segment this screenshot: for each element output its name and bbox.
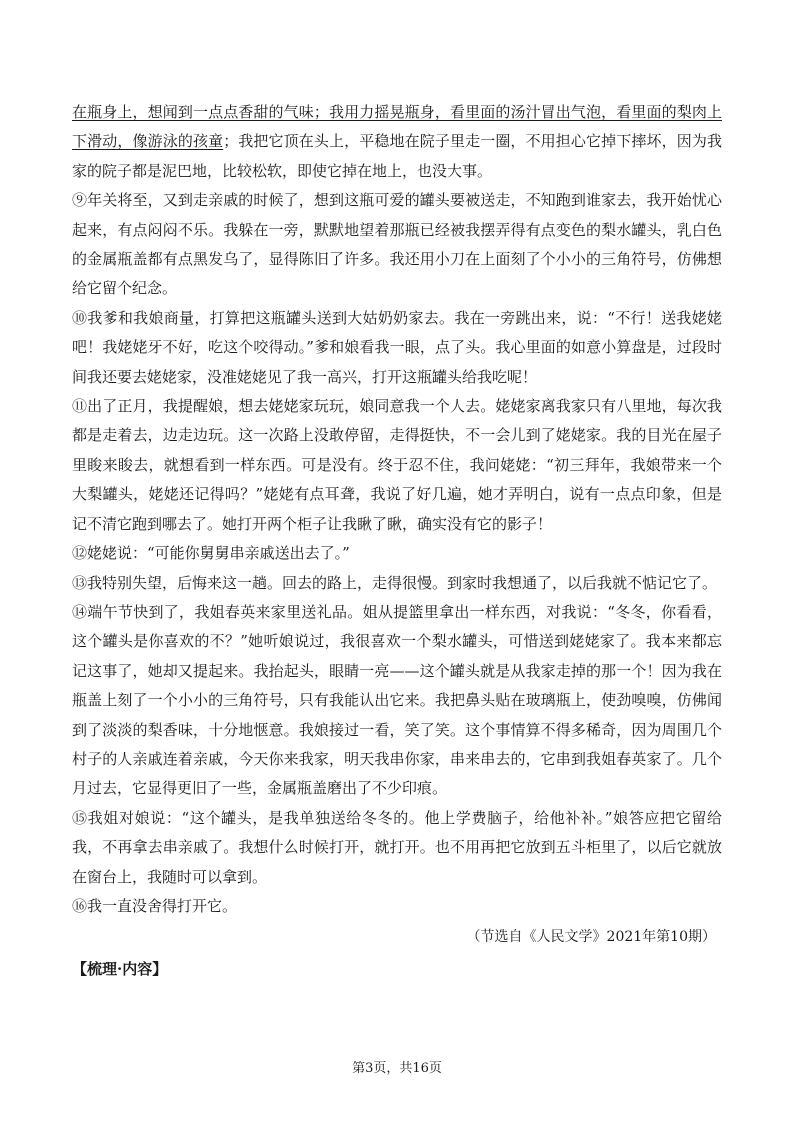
underlined-passage: 在瓶身上，想闻到一点点香甜的气味；我用力摇晃瓶身，看里面的汤汁冒出气泡，看里面的梨肉上下滑动，像游泳的孩童 xyxy=(72,103,722,151)
paragraph-11: ⑪出了正月，我提醒娘，想去姥姥家玩玩，娘同意我一个人去。姥姥家离我家只有八里地，每次我都是走着去，边走边玩。这一次路上没敢停留，走得挺快，不一会儿到了姥姥家。我的目光在屋子里睃来睃去，就想看到一样东西。可是没有。终于忍不住，我问姥姥：“初三拜年，我娘带来一个大梨罐头，姥姥还记得吗？”姥姥有点耳聋，我说了好几遍，她才弄明白，说有一点点印象，但是记不清它跑到哪去了。她打开两个柜子让我瞅了瞅，确实没有它的影子！ xyxy=(72,397,722,533)
paragraph-10: ⑩我爹和我娘商量，打算把这瓶罐头送到大姑奶奶家去。我在一旁跳出来，说：“不行！送我姥姥吧！我姥姥牙不好，吃这个咬得动。”爹和娘看我一眼，点了头。我心里面的如意小算盘是，过段时间我还要去姥姥家，没准姥姥见了我一高兴，打开这瓶罐头给我吃呢！ xyxy=(72,308,722,386)
page-footer: 第3页，共16页 xyxy=(352,1061,442,1076)
paragraph-14: ⑭端午节快到了，我姐春英来家里送礼品。姐从提篮里拿出一样东西，对我说：“冬冬，你看看，这个罐头是你喜欢的不？”她听娘说过，我很喜欢一个梨水罐头，可惜送到姥姥家了。我本来都忘记这事了，她却又提起来。我抬起头，眼睛一亮——这个罐头就是从我家走掉的那一个！因为我在瓶盖上刻了一个小小的三角符号，只有我能认出它来。我把鼻头贴在玻璃瓶上，使劲嗅嗅，仿佛闻到了淡淡的梨香味，十分地惬意。我娘接过一看，笑了笑。这个事情算不得多稀奇，因为周围几个村子的人亲戚连着亲戚，今天你来我家，明天我串你家，串来串去的，它串到我姐春英家了。几个月过去，它显得更旧了一些，金属瓶盖磨出了不少印痕。 xyxy=(72,602,722,798)
paragraph-16: ⑯我一直没舍得打开它。 xyxy=(72,896,238,915)
paragraph-12: ⑫姥姥说：“可能你舅舅串亲戚送出去了。” xyxy=(72,544,350,563)
paragraph-9: ⑨年关将至，又到走亲戚的时候了，想到这瓶可爱的罐头要被送走，不知跑到谁家去，我开始忧心起来，有点闷闷不乐。我躲在一旁，默默地望着那瓶已经被我摆弄得有点变色的梨水罐头，乳白色的金属瓶盖都有点黑发乌了，显得陈旧了许多。我还用小刀在上面刻了个小小的三角符号，仿佛想给它留个纪念。 xyxy=(72,191,722,298)
document-body xyxy=(72,98,722,984)
source-citation: （节选自《人民文学》2021年第10期） xyxy=(466,929,716,946)
paragraph-15: ⑮我姐对娘说：“这个罐头，是我单独送给冬冬的。他上学费脑子，给他补补。”娘答应把它留给我，不再拿去串亲戚了。我想什么时候打开，就打开。也不用再把它放到五斗柜里了，以后它就放在窗台上，我随时可以拿到。 xyxy=(72,808,722,886)
section-heading: 【梳理·内容】 xyxy=(72,959,168,978)
paragraph-13: ⑬我特别失望，后悔来这一趟。回去的路上，走得很慢。到家时我想通了，以后我就不惦记它了。 xyxy=(72,573,718,592)
paragraph-8-continued xyxy=(72,98,722,186)
paragraph-8-rest: ；我把它顶在头上，平稳地在院子里走一圈，不用担心它掉下摔坏，因为我家的院子都是泥巴地，比较松软，即使它掉在地上，也没大事。 xyxy=(72,132,722,180)
